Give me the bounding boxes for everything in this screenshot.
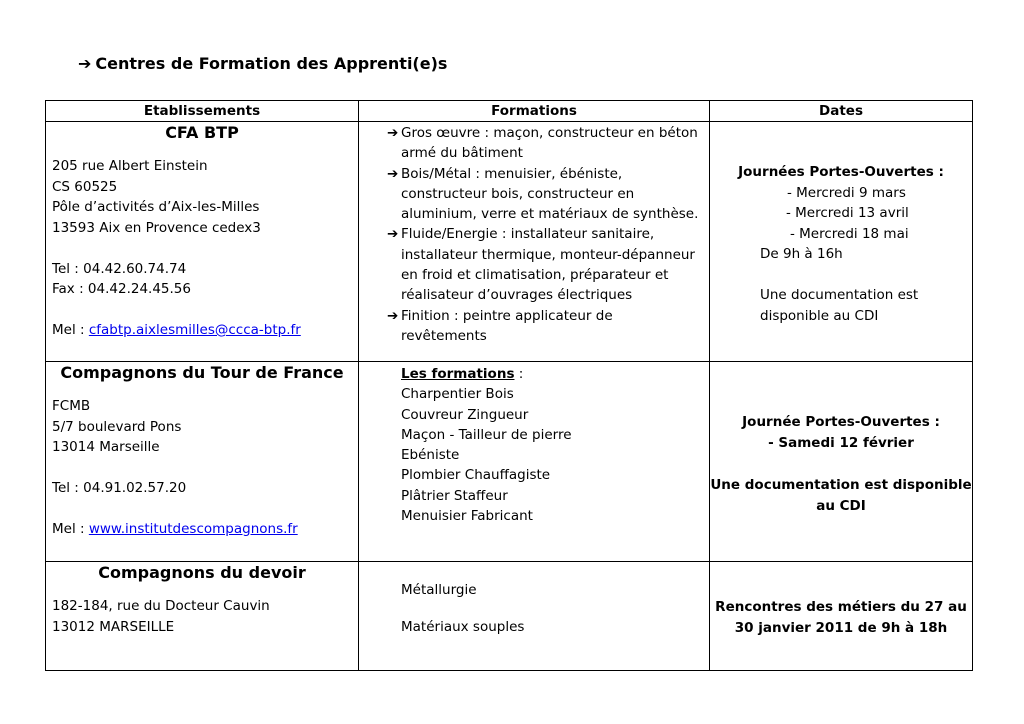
list-item — [359, 123, 709, 164]
formation-line: constructeur bois, constructeur en — [401, 185, 635, 202]
formation-line: Finition : peintre applicateur de — [401, 307, 613, 324]
table-row — [46, 122, 973, 362]
list-item: Maçon - Tailleur de pierre — [401, 426, 572, 443]
list-item — [359, 224, 709, 305]
training-centers-table — [45, 100, 973, 671]
formation-line: revêtements — [401, 327, 487, 344]
formation-line: Gros œuvre : maçon, constructeur en béton — [401, 125, 698, 141]
formations-cell — [359, 122, 710, 362]
column-header-dates: Dates — [710, 101, 973, 122]
address-line: 13593 Aix en Provence cedex3 — [52, 219, 261, 236]
establishment-cell — [46, 562, 359, 671]
establishment-name: Compagnons du devoir — [98, 563, 306, 582]
formation-line: Bois/Métal : menuisier, ébéniste, — [401, 165, 623, 182]
address-line: FCMB — [52, 398, 91, 414]
hours-text: De 9h à 16h — [760, 246, 843, 262]
fax-text: Fax : 04.42.24.45.56 — [52, 281, 191, 297]
dates-cell — [710, 122, 973, 362]
dates-heading: Journées Portes-Ouvertes : — [738, 164, 944, 180]
arrow-right-icon: ➔ — [78, 54, 92, 73]
event-text: Rencontres des métiers du 27 au — [715, 599, 967, 615]
date-item: - Samedi 12 février — [768, 435, 914, 451]
documentation-text: Une documentation est — [760, 287, 919, 303]
date-item: - Mercredi 9 mars — [787, 184, 906, 201]
dates-heading: Journée Portes-Ouvertes : — [742, 414, 940, 430]
address-line: 205 rue Albert Einstein — [52, 158, 208, 174]
arrow-right-icon: ➔ — [387, 226, 399, 243]
formations-heading-suffix: : — [514, 366, 524, 382]
column-header-etablissements: Etablissements — [46, 101, 359, 122]
table-header-row — [46, 101, 973, 122]
page-title — [78, 54, 447, 73]
email-label: Mel : — [52, 322, 89, 338]
documentation-text: Une documentation est disponible — [710, 476, 972, 493]
address-line: CS 60525 — [52, 178, 118, 195]
phone-text: Tel : 04.42.60.74.74 — [52, 260, 187, 277]
formation-line: réalisateur d’ouvrages électriques — [401, 287, 633, 304]
date-item: - Mercredi 13 avril — [786, 205, 909, 221]
formation-line: en froid et climatisation, préparateur et — [401, 267, 669, 284]
website-link[interactable]: www.institutdescompagnons.fr — [88, 521, 298, 537]
arrow-right-icon: ➔ — [387, 165, 399, 182]
table-row — [46, 562, 973, 671]
email-link[interactable]: cfabtp.aixlesmilles@ccca-btp.fr — [88, 322, 301, 338]
formation-line: aluminium, verre et matériaux de synthèse. — [401, 206, 699, 223]
date-item: - Mercredi 18 mai — [790, 225, 909, 242]
establishment-cell — [46, 362, 359, 562]
address-line: 5/7 boulevard Pons — [52, 418, 182, 435]
list-item: Charpentier Bois — [401, 386, 514, 403]
list-item — [359, 164, 709, 225]
dates-cell — [710, 562, 973, 671]
list-item — [359, 306, 709, 347]
table-row — [46, 362, 973, 562]
formation-line: armé du bâtiment — [401, 145, 523, 162]
formations-heading-text: Les formations — [401, 366, 515, 382]
email-label: Mel : — [52, 521, 89, 537]
list-item: Plâtrier Staffeur — [401, 487, 508, 504]
arrow-right-icon: ➔ — [387, 125, 399, 141]
address-line: 13012 MARSEILLE — [52, 618, 175, 635]
documentation-text: au CDI — [816, 497, 866, 514]
email-line — [52, 320, 358, 341]
formation-line: Fluide/Energie : installateur sanitaire, — [401, 226, 655, 243]
formations-cell — [359, 362, 710, 562]
arrow-right-icon: ➔ — [387, 307, 399, 324]
list-item: Ebéniste — [401, 447, 460, 464]
formation-line: installateur thermique, monteur-dépanneur — [401, 246, 695, 263]
list-item: Plombier Chauffagiste — [401, 467, 551, 484]
address-line: 13014 Marseille — [52, 439, 160, 455]
documentation-text: disponible au CDI — [760, 307, 879, 324]
formations-cell — [359, 562, 710, 671]
formations-heading — [401, 364, 709, 384]
establishment-cell — [46, 122, 359, 362]
event-text: 30 janvier 2011 de 9h à 18h — [734, 620, 948, 636]
page-title-text: Centres de Formation des Apprenti(e)s — [95, 54, 448, 73]
list-item: Matériaux souples — [401, 619, 525, 636]
list-item: Couvreur Zingueur — [401, 406, 529, 423]
establishment-name: CFA BTP — [165, 123, 239, 142]
address-line: 182-184, rue du Docteur Cauvin — [52, 598, 270, 614]
address-line: Pôle d’activités d’Aix-les-Milles — [52, 199, 260, 215]
phone-text: Tel : 04.91.02.57.20 — [52, 480, 187, 496]
list-item: Menuisier Fabricant — [401, 508, 533, 525]
establishment-name: Compagnons du Tour de France — [60, 363, 344, 382]
dates-cell — [710, 362, 973, 562]
list-item: Métallurgie — [401, 582, 477, 598]
email-line — [52, 519, 358, 540]
column-header-formations: Formations — [359, 101, 710, 122]
